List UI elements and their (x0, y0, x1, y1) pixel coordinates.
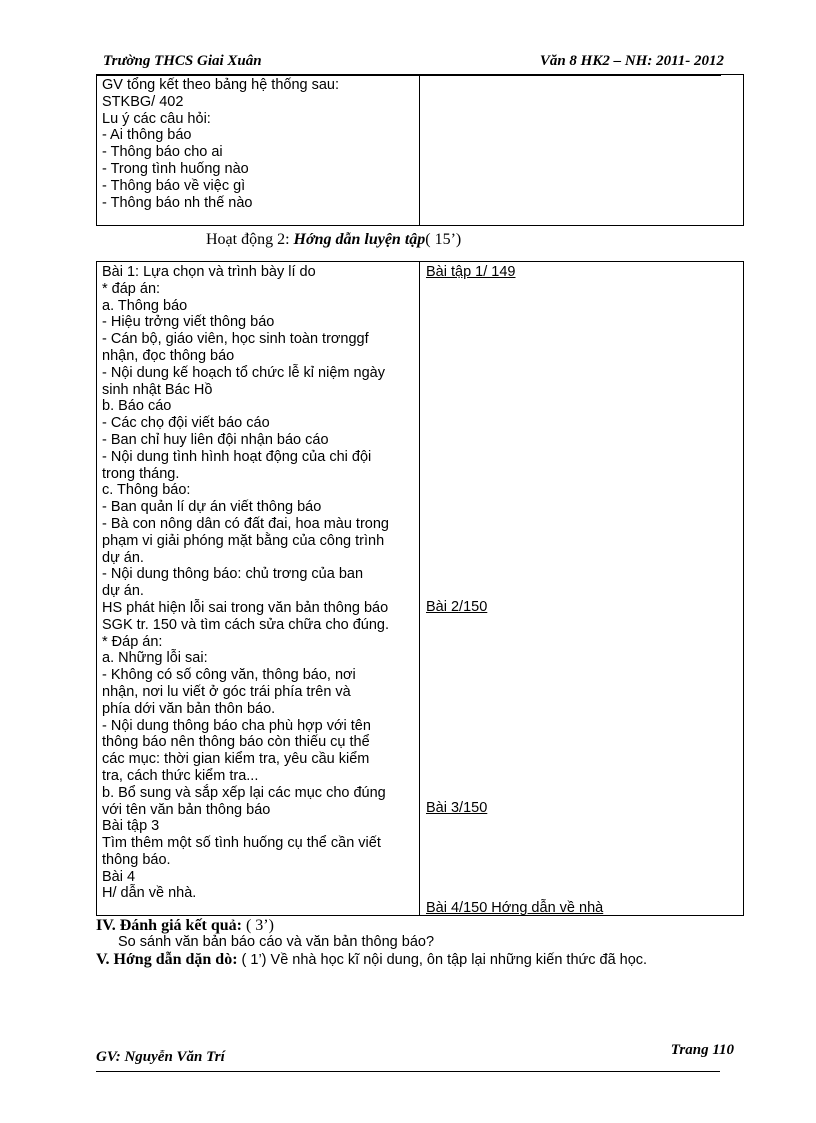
exercise-line: a. Thông báo (102, 297, 188, 314)
exercise-line: - Nội dung thông báo cha phù hợp với tên (102, 717, 371, 734)
summary-line: - Thông báo nh thế nào (102, 194, 253, 211)
exercise-line: Bài tập 3 (102, 818, 160, 835)
exercise-line: HS phát hiện lỗi sai trong văn bản thông báo (102, 599, 389, 616)
exercise-line: SGK tr. 150 và tìm cách sửa chữa cho đúng. (102, 616, 390, 633)
summary-line: - Thông báo cho ai (102, 144, 223, 161)
ref-exercise-2: Bài 2/150 (426, 599, 488, 615)
page-number: Trang 110 (670, 1042, 734, 1058)
exercise-line: Bài 4 (102, 868, 136, 885)
exercise-line: phía dới văn bản thôn báo. (102, 700, 276, 717)
section-4-question: So sánh văn bản báo cáo và văn bản thông báo? (118, 934, 435, 950)
exercise-right-cell (420, 262, 744, 916)
exercise-line: - Nội dung thông báo: chủ trơng của ban (102, 566, 364, 583)
summary-line: Lu ý các câu hỏi: (102, 110, 211, 127)
activity-2-heading (206, 231, 461, 249)
exercise-line: thông báo nên thông báo còn thiếu cụ thể (102, 734, 370, 751)
footer-divider (96, 1071, 720, 1072)
summary-line: GV tổng kết theo bảng hệ thống sau: (102, 77, 340, 93)
exercise-line: dự án. (102, 583, 144, 600)
footer-teacher: GV: Nguyễn Văn Trí (96, 1049, 225, 1065)
exercise-line: sinh nhật Bác Hồ (102, 381, 213, 398)
exercise-line: tra, cách thức kiểm tra... (102, 767, 259, 784)
exercise-line: dự án. (102, 549, 144, 566)
section-5-heading (96, 951, 647, 969)
header-school: Trường THCS Giai Xuân (103, 53, 262, 69)
summary-line: STKBG/ 402 (102, 93, 184, 110)
exercise-line: - Cán bộ, giáo viên, học sinh toàn trơnggf (102, 331, 369, 348)
ref-exercise-3: Bài 3/150 (426, 800, 488, 816)
exercise-line: Bài 1: Lựa chọn và trình bày lí do (102, 264, 316, 280)
summary-line: - Thông báo về việc gì (102, 177, 246, 194)
exercise-line: trong tháng. (102, 465, 180, 482)
exercise-line: thông báo. (102, 851, 171, 868)
exercise-line: - Ban chỉ huy liên đội nhận báo cáo (102, 431, 329, 448)
exercise-line: nhận, đọc thông báo (102, 347, 235, 364)
exercise-line: với tên văn bản thông báo (102, 801, 271, 818)
exercise-lines (97, 262, 419, 902)
exercise-line: phạm vi giải phóng mặt bằng của công trình (102, 532, 385, 549)
exercise-line: Tìm thêm một số tình huống cụ thể cần viết (102, 835, 381, 852)
ref-exercise-4: Bài 4/150 Hớng dẫn về nhà (426, 900, 604, 916)
exercise-table (96, 261, 744, 916)
summary-right-cell (420, 75, 744, 226)
exercise-line: - Nội dung kế hoạch tổ chức lễ kỉ niệm ngày (102, 364, 385, 381)
exercise-left-cell (97, 262, 420, 916)
summary-left-cell (97, 75, 420, 226)
exercise-line: - Nội dung tình hình hoạt động của chi đội (102, 448, 372, 465)
exercise-line: các mục: thời gian kiểm tra, yêu cầu kiểm (102, 751, 370, 768)
exercise-line: nhận, nơi lu viết ở góc trái phía trên và (102, 683, 351, 700)
section-5-text: ( 1’) Về nhà học kĩ nội dung, ôn tập lại những kiến thức đã học. (237, 952, 648, 968)
exercise-line: * đáp án: (102, 280, 161, 297)
activity-2-prefix: Hoạt động 2: (206, 231, 294, 248)
section-4-title: IV. Đánh giá kết quả: (96, 917, 242, 934)
exercise-line: - Bà con nông dân có đất đai, hoa màu trong (102, 515, 389, 532)
summary-table (96, 74, 744, 226)
summary-line: - Trong tình huống nào (102, 160, 249, 177)
summary-line: - Ai thông báo (102, 127, 192, 144)
exercise-line: - Hiệu trởng viết thông báo (102, 314, 275, 331)
exercise-line: b. Báo cáo (102, 398, 172, 415)
activity-2-title: Hớng dẫn luyện tập (293, 231, 426, 248)
exercise-line: a. Những lỗi sai: (102, 650, 208, 667)
section-4-heading (96, 917, 274, 935)
activity-2-time: ( 15’) (425, 231, 462, 248)
exercise-line: * Đáp án: (102, 633, 163, 650)
summary-lines (97, 75, 419, 211)
exercise-line: c. Thông báo: (102, 482, 191, 499)
ref-exercise-1: Bài tập 1/ 149 (426, 264, 516, 280)
section-5-title: V. Hớng dẫn dặn dò: (96, 951, 238, 968)
exercise-line: b. Bổ sung và sắp xếp lại các mục cho đúng (102, 784, 386, 801)
exercise-line: - Ban quản lí dự án viết thông báo (102, 499, 322, 516)
exercise-line: - Các chọ đội viết báo cáo (102, 415, 270, 432)
header-course: Văn 8 HK2 – NH: 2011- 2012 (539, 53, 724, 69)
exercise-line: H/ dẫn về nhà. (102, 885, 197, 902)
exercise-line: - Không có số công văn, thông báo, nơi (102, 667, 356, 684)
section-4-time: ( 3’) (241, 917, 274, 934)
